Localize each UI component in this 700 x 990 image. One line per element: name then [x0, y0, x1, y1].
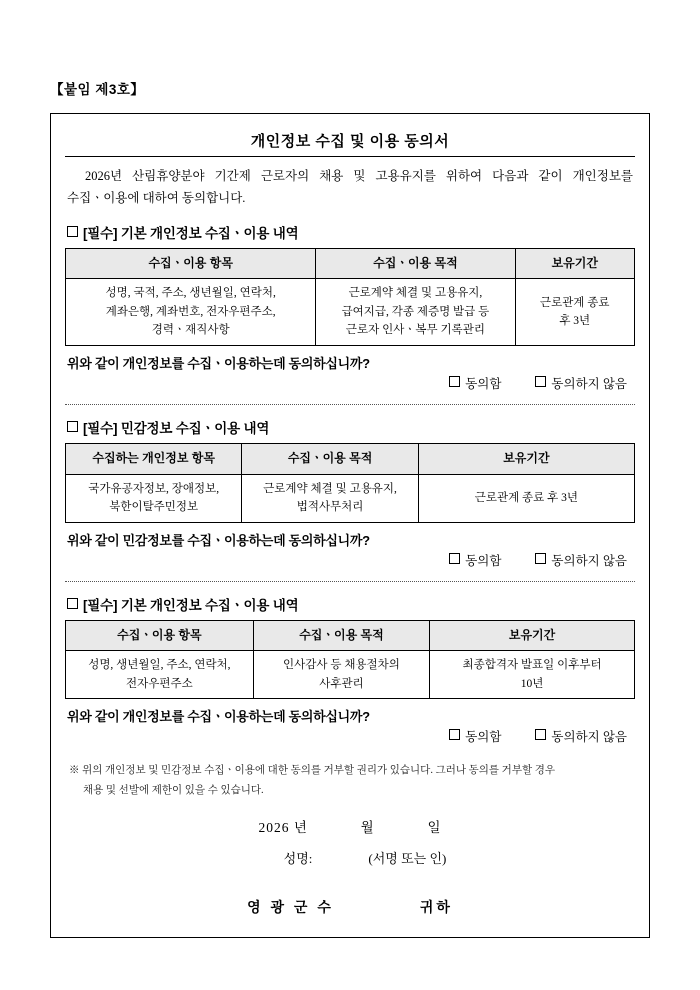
cell-line: 성명, 생년월일, 주소, 연락처,	[88, 659, 231, 672]
cell-purpose	[253, 651, 429, 699]
checkbox-square-icon	[67, 421, 78, 432]
checkbox-square-icon[interactable]	[449, 729, 460, 740]
intro-paragraph: 2026년 산림휴양분야 기간제 근로자의 채용 및 고용유지를 위하여 다음과 같이 개인정보를 수집ㆍ이용에 대하여 동의합니다.	[67, 169, 633, 205]
name-label: 성명:	[283, 851, 313, 867]
checkbox-square-icon	[67, 226, 78, 237]
cell-line: 법적사무처리	[296, 501, 364, 514]
cell-line: 급여지급, 각종 제증명 발급 등	[341, 305, 490, 318]
column-header-purpose: 수집ㆍ이용 목적	[316, 248, 515, 278]
disagree-label: 동의하지 않음	[551, 553, 627, 568]
cell-period	[418, 474, 634, 522]
section-2-heading-label: [필수] 민감정보 수집ㆍ이용 내역	[83, 421, 270, 437]
section-separator	[65, 404, 635, 405]
section-1-heading-label: [필수] 기본 개인정보 수집ㆍ이용 내역	[83, 225, 299, 241]
cell-line: 근로자 인사ㆍ복무 기록관리	[345, 324, 485, 337]
receiver-line	[65, 897, 635, 917]
page-title: 개인정보 수집 및 이용 동의서	[250, 133, 450, 150]
section-2-heading	[67, 417, 635, 437]
checkbox-square-icon[interactable]	[535, 729, 546, 740]
section-3-table	[65, 620, 635, 700]
section-1-question: 위와 같이 개인정보를 수집ㆍ이용하는데 동의하십니까?	[67, 356, 370, 372]
checkbox-square-icon	[67, 598, 78, 609]
agree-label: 동의함	[465, 730, 502, 745]
column-header-items: 수집ㆍ이용 항목	[66, 620, 254, 650]
column-header-period: 보유기간	[430, 620, 635, 650]
cell-line: 후 3년	[559, 315, 591, 328]
table-header-row	[66, 248, 635, 278]
column-header-purpose: 수집ㆍ이용 목적	[242, 444, 418, 474]
date-year: 2026	[258, 820, 290, 836]
cell-items	[66, 279, 316, 346]
date-year-unit: 년	[293, 820, 308, 836]
consent-form-box	[50, 113, 650, 938]
column-header-items: 수집ㆍ이용 항목	[66, 248, 316, 278]
cell-line: 북한이탈주민정보	[109, 501, 199, 514]
section-2-question: 위와 같이 민감정보를 수집ㆍ이용하는데 동의하십니까?	[67, 532, 370, 548]
cell-period	[430, 651, 635, 699]
table-header-row	[66, 620, 635, 650]
receiver-name: 영 광 군 수	[247, 899, 334, 916]
cell-line: 인사감사 등 채용절차의	[283, 659, 400, 672]
column-header-period: 보유기간	[418, 444, 634, 474]
section-1-heading	[67, 222, 635, 242]
checkbox-square-icon[interactable]	[535, 553, 546, 564]
disagree-label: 동의하지 않음	[551, 730, 627, 745]
cell-purpose	[316, 279, 515, 346]
table-row	[66, 279, 635, 346]
agree-option-3[interactable]	[449, 727, 501, 745]
section-3-answers	[65, 727, 635, 745]
agree-label: 동의함	[465, 377, 502, 392]
cell-period	[515, 279, 635, 346]
cell-purpose	[242, 474, 418, 522]
checkbox-square-icon[interactable]	[449, 553, 460, 564]
section-1-answers	[65, 374, 635, 392]
cell-line: 전자우편주소	[126, 677, 193, 690]
checkbox-square-icon[interactable]	[449, 376, 460, 387]
section-1-table	[65, 248, 635, 346]
agree-option-2[interactable]	[449, 551, 501, 569]
column-header-period: 보유기간	[515, 248, 635, 278]
section-3-heading-label: [필수] 기본 개인정보 수집ㆍ이용 내역	[83, 597, 299, 613]
cell-items	[66, 651, 254, 699]
table-header-row	[66, 444, 635, 474]
section-3-question: 위와 같이 개인정보를 수집ㆍ이용하는데 동의하십니까?	[67, 709, 370, 725]
column-header-purpose: 수집ㆍ이용 목적	[253, 620, 429, 650]
cell-line: 10년	[520, 677, 544, 690]
cell-line: 경력ㆍ재직사항	[151, 324, 230, 337]
cell-line: 국가유공자정보, 장애정보,	[88, 482, 220, 495]
cell-line: 성명, 국적, 주소, 생년월일, 연락처,	[105, 287, 276, 300]
checkbox-square-icon[interactable]	[535, 376, 546, 387]
footnote-line-2: 채용 및 선발에 제한이 있을 수 있습니다.	[83, 784, 264, 796]
section-2-answers	[65, 551, 635, 569]
signature-note: (서명 또는 인)	[368, 851, 447, 867]
section-2-table	[65, 443, 635, 523]
receiver-suffix: 귀하	[419, 899, 453, 916]
cell-line: 근로계약 체결 및 고용유지,	[263, 482, 397, 495]
date-line	[65, 816, 635, 836]
date-day-unit: 일	[427, 820, 442, 836]
cell-line: 근로관계 종료 후 3년	[474, 491, 578, 504]
agree-option-1[interactable]	[449, 374, 501, 392]
section-3-heading	[67, 594, 635, 614]
date-month-unit: 월	[360, 820, 375, 836]
section-separator	[65, 581, 635, 582]
disagree-option-2[interactable]	[535, 551, 627, 569]
disagree-option-1[interactable]	[535, 374, 627, 392]
attachment-tag: 【붙임 제3호】	[50, 82, 145, 97]
column-header-items: 수집하는 개인정보 항목	[66, 444, 242, 474]
footnote-line-1: ※ 위의 개인정보 및 민감정보 수집ㆍ이용에 대한 동의를 거부할 권리가 있습니다. 그러나 동의를 거부할 경우	[69, 765, 556, 777]
title-divider	[65, 156, 635, 157]
signature-line	[65, 848, 635, 867]
footnote	[69, 761, 631, 800]
agree-label: 동의함	[465, 553, 502, 568]
cell-line: 사후관리	[319, 677, 364, 690]
disagree-label: 동의하지 않음	[551, 377, 627, 392]
cell-line: 최종합격자 발표일 이후부터	[462, 659, 602, 672]
cell-items	[66, 474, 242, 522]
table-row	[66, 474, 635, 522]
cell-line: 근로관계 종료	[539, 296, 610, 309]
table-row	[66, 651, 635, 699]
disagree-option-3[interactable]	[535, 727, 627, 745]
cell-line: 계좌은행, 계좌번호, 전자우편주소,	[105, 305, 276, 318]
cell-line: 근로계약 체결 및 고용유지,	[348, 287, 483, 300]
